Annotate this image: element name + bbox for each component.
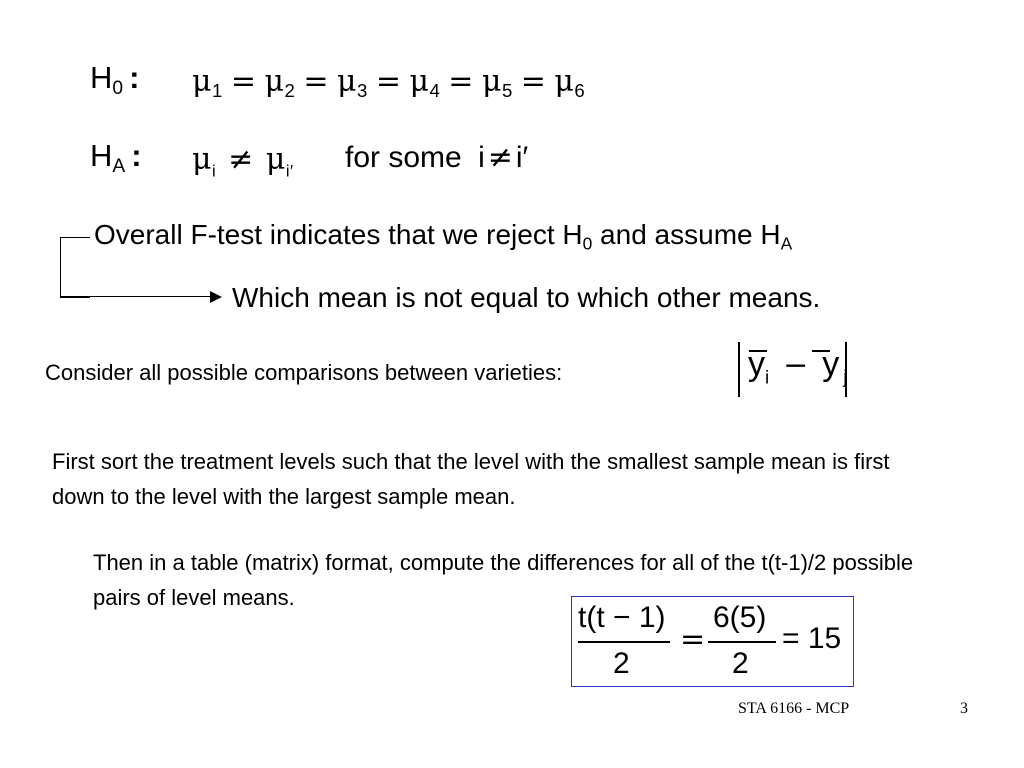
arrow-head-icon bbox=[210, 291, 222, 303]
equals-sign: = bbox=[375, 64, 402, 99]
ha-subscript: A bbox=[780, 233, 793, 254]
mean-index: 3 bbox=[356, 79, 368, 101]
index-i: i bbox=[478, 141, 485, 174]
mu-symbol: μ bbox=[336, 64, 357, 99]
y-symbol: y bbox=[822, 345, 840, 383]
equals-sign: = bbox=[448, 64, 474, 99]
connector-bracket bbox=[60, 237, 90, 298]
slide-number: 3 bbox=[960, 700, 968, 717]
ha-colon: : bbox=[131, 138, 142, 173]
not-equal-sign: ≠ bbox=[228, 142, 254, 177]
mean-index: 5 bbox=[501, 79, 513, 101]
first-sort-text: First sort the treatment levels such that the level with the smallest sample mean is first down to the level with the largest sample mean. bbox=[52, 449, 890, 509]
alternative-hypothesis bbox=[90, 138, 185, 178]
minus-sign: − bbox=[783, 348, 809, 383]
mu-symbol: μ bbox=[264, 64, 285, 99]
h0-colon: : bbox=[129, 60, 140, 95]
mean-index-iprime: i′ bbox=[285, 162, 294, 181]
not-equal-sign: ≠ bbox=[487, 140, 513, 175]
formula-denominator-2: 2 bbox=[732, 647, 749, 680]
formula-equals: = bbox=[680, 622, 706, 657]
alternative-hypothesis-equation bbox=[192, 142, 294, 181]
formula-numerator-2: 6(5) bbox=[713, 601, 767, 634]
mu-symbol: μ bbox=[481, 64, 502, 99]
overall-f-test-text bbox=[94, 219, 793, 254]
index-iprime: i′ bbox=[515, 141, 529, 174]
equals-sign: = bbox=[520, 64, 547, 99]
formula-denominator-1: 2 bbox=[613, 647, 630, 680]
equals-sign: = bbox=[230, 64, 257, 99]
which-mean-text: Which mean is not equal to which other means. bbox=[232, 282, 821, 313]
y-subscript-j: j bbox=[843, 366, 848, 388]
mean-index-i: i bbox=[212, 162, 217, 181]
fraction-bar-1 bbox=[578, 641, 670, 643]
overall-text-part: and assume H bbox=[592, 219, 781, 250]
mean-difference-expression bbox=[748, 345, 848, 388]
equals-sign: = bbox=[303, 64, 329, 99]
footer-course: STA 6166 - MCP bbox=[738, 700, 850, 717]
connector-arrow-line bbox=[60, 296, 212, 297]
mean-index: 1 bbox=[212, 79, 223, 101]
formula-numerator-1: t(t − 1) bbox=[578, 601, 666, 634]
mean-index: 6 bbox=[574, 79, 586, 101]
mean-index: 2 bbox=[284, 79, 296, 101]
mu-symbol: μ bbox=[409, 64, 430, 99]
for-some-text: for some bbox=[345, 141, 462, 174]
abs-bar-left bbox=[738, 342, 740, 397]
fraction-bar-2 bbox=[708, 641, 776, 643]
null-hypothesis-equation bbox=[192, 64, 585, 99]
mu-symbol: μ bbox=[265, 142, 286, 177]
mu-symbol: μ bbox=[554, 64, 575, 99]
h0-subscript: 0 bbox=[112, 78, 124, 100]
mean-index: 4 bbox=[429, 79, 441, 101]
then-table-text: Then in a table (matrix) format, compute the differences for all of the t(t-1)/2 possible pairs of level means. bbox=[93, 550, 914, 610]
formula-result: = 15 bbox=[782, 622, 842, 655]
for-some-clause bbox=[345, 140, 528, 175]
overall-text-part: Overall F-test indicates that we reject H bbox=[94, 219, 583, 250]
y-subscript-i: i bbox=[765, 366, 770, 388]
ha-subscript: A bbox=[112, 156, 126, 178]
h0-subscript: 0 bbox=[582, 233, 593, 254]
consider-comparisons-text: Consider all possible comparisons between varieties: bbox=[45, 360, 563, 385]
ha-letter: H bbox=[90, 138, 113, 173]
y-symbol: y bbox=[748, 345, 765, 383]
null-hypothesis bbox=[90, 60, 185, 100]
mu-symbol: μ bbox=[192, 142, 212, 177]
mu-symbol: μ bbox=[192, 64, 212, 99]
h0-letter: H bbox=[90, 60, 113, 95]
